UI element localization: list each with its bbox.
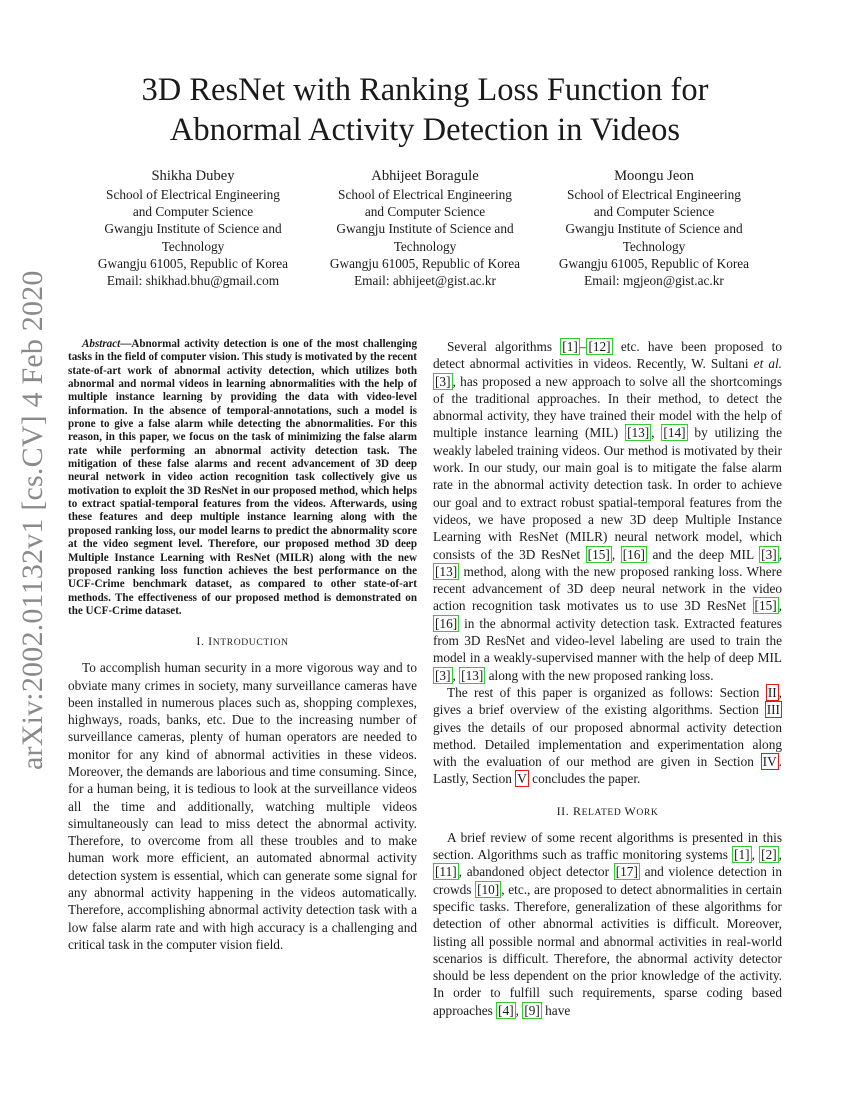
author-inst-line1: Gwangju Institute of Science and xyxy=(565,221,743,237)
citation-link[interactable]: [12] xyxy=(588,339,611,354)
citation-link[interactable]: [1] xyxy=(734,847,750,863)
author-inst-line2: Technology xyxy=(161,238,225,254)
citation-link[interactable]: [4] xyxy=(498,1002,514,1018)
section-heading-introduction: I. INTRODUCTION xyxy=(196,634,289,649)
author-email: Email: mgjeon@gist.ac.kr xyxy=(584,273,724,289)
author-email: Email: abhijeet@gist.ac.kr xyxy=(354,273,496,289)
author-dept-line2: and Computer Science xyxy=(132,204,254,220)
title-line-2: Abnormal Activity Detection in Videos xyxy=(169,112,681,148)
author-dept-line2: and Computer Science xyxy=(364,204,486,220)
section-link[interactable]: II xyxy=(767,684,777,700)
citation-link[interactable]: [16] xyxy=(435,615,458,631)
section-link[interactable]: V xyxy=(517,771,527,787)
related-work-paragraph: A brief review of some recent algorithms is presented in this section. Algorithms such as traffic monitoring systems [1] , [2] , [11] , abandoned object detector [17] and violence detection in crowds [10] , etc., are proposed to detect abnormalities in certain specific tasks. Therefore, generalization of these algorithms for detection of other abnormal activities is difficult. Moreover, listing all possible normal and abnormal activities in real-world scenarios is difficult. Therefore, the abnormal activity detector should be less dependent on the prior knowledge of the activity. In order to fulfill such requirements, sparse coding based approaches [4] , [9] have xyxy=(433,829,782,1018)
author-inst-line2: Technology xyxy=(393,238,457,254)
citation-link[interactable]: [14] xyxy=(663,425,686,441)
intro-paragraph-2: Several algorithms [1] – [12] etc. have been proposed to detect abnormal activities in videos. Recently, W. Sultani et al. [3] , has proposed a new approach to solve all the shortcomings of the traditional approaches. In their method, to detect the abnormal activity, they have trained their model with the help of multiple instance learning (MIL) [13] , [14] by utilizing the weakly labeled training videos. Our method is motivated by their work. In our study, our main goal is to mitigate the false alarm rate in the abnormal activity detection task. In order to achieve our goal and to extract robust spatial-temporal features from the videos, we have proposed a new 3D deep Multiple Instance Learning with ResNet (MILR) neural network model, which consists of the 3D ResNet [15] , [16] and the deep MIL [3] , [13] method, along with the new proposed ranking loss. Where recent advancement of 3D deep neural network in the video action recognition task motivates us to use 3D ResNet [15] , [16] in the abnormal activity detection task. Extracted features from 3D ResNet and video-level labeling are used to train the model in a weakly-supervised manner with the help of deep MIL [3] , [13] along with the new proposed ranking loss. xyxy=(433,339,783,683)
section-link[interactable]: III xyxy=(766,702,780,718)
citation-link[interactable]: [16] xyxy=(622,546,645,562)
author-inst-line1: Gwangju Institute of Science and xyxy=(104,221,282,237)
left-column xyxy=(68,338,417,953)
author-1 xyxy=(78,166,308,289)
citation-link[interactable]: [10] xyxy=(477,881,500,897)
citation-link[interactable]: [15] xyxy=(754,598,777,614)
citation-link[interactable]: [3] xyxy=(435,667,451,683)
author-address: Gwangju 61005, Republic of Korea xyxy=(329,255,521,271)
abstract-text: —Abnormal activity detection is one of the most challenging tasks in the field of computer vision. This study is motivated by the recent state-of-art work of abnormal activity detection, which utilizes both abnormal and normal videos in learning abnormalities with the help of multiple instance learning by providing the data with video-level information. In the absence of temporal-annotations, such a model is prone to give a false alarm while detecting the abnormalities. For this reason, in this paper, we focus on the task of minimizing the false alarm rate while performing an abnormal activity detection task. The mitigation of these false alarms and recent advancement of 3D deep neural network in video action recognition task collectively give us motivation to exploit the 3D ResNet in our proposed method, which helps to extract spatial-temporal features from the videos. Afterwards, using these features and deep multiple instance learning along with the proposed ranking loss, our model learns to predict the abnormality score at the video segment level. Therefore, our proposed method 3D deep Multiple Instance Learning with ResNet (MILR) along with the new proposed ranking loss function achieves the best performance on the UCF-Crime benchmark dataset, as compared to other state-of-art methods. The effectiveness of our proposed method is demonstrated on the UCF-Crime dataset. xyxy=(68,338,417,617)
introduction-paragraph: To accomplish human security in a more vigorous way and to obviate many crimes in society, many surveillance cameras have been installed in numerous places such as, shopping complexes, highways, roads, banks, etc. Due to the increasing number of surveillance cameras, plenty of human operators are needed to monitor for any kind of abnormal activities in these videos. Moreover, the demands are laborious and time consuming. Since, for a human being, it is tedious to look at the surveillance videos all the time and additionally, watching multiple videos simultaneously can lead to miss detect the abnormal activity. Therefore, to overcome from all these troubles and to make human work more efficient, an automated abnormal activity detection system is essential, which can generate some signal for any abnormal activity happening in the videos automatically. Therefore, accomplishing abnormal activity detection task with a low false alarm rate and with high accuracy is a challenging and critical task in the computer vision field. xyxy=(68,660,417,952)
author-name: Shikha Dubey xyxy=(151,168,235,184)
citation-link[interactable]: [2] xyxy=(761,847,777,863)
abstract-label: Abstract xyxy=(82,338,121,350)
author-name: Moongu Jeon xyxy=(614,168,694,184)
right-column xyxy=(433,338,782,1019)
citation-link[interactable]: [13] xyxy=(461,667,484,683)
title-line-1: 3D ResNet with Ranking Loss Function for xyxy=(141,72,709,108)
paper-title xyxy=(68,70,782,150)
citation-link[interactable]: [9] xyxy=(524,1002,540,1018)
section-heading-related-work: II. RELATED WORK xyxy=(556,803,659,818)
citation-link[interactable]: [13] xyxy=(627,425,650,441)
author-name: Abhijeet Boragule xyxy=(371,168,479,184)
author-3 xyxy=(539,166,769,289)
citation-link[interactable]: [3] xyxy=(435,373,451,389)
organization-paragraph: The rest of this paper is organized as follows: Section II , gives a brief overview of the existing algorithms. Section III gives the details of our proposed abnormal activity detection method. Detailed implementation and experimentation along with the evaluation of our method are given in Section IV . Lastly, Section V concludes the paper. xyxy=(433,684,782,787)
section-link[interactable]: IV xyxy=(762,754,777,770)
author-dept-line2: and Computer Science xyxy=(593,204,715,220)
citation-link[interactable]: [3] xyxy=(761,546,777,562)
citation-link[interactable]: [11] xyxy=(435,864,457,880)
author-2 xyxy=(310,166,540,289)
author-address: Gwangju 61005, Republic of Korea xyxy=(558,255,750,271)
citation-link[interactable]: [1] xyxy=(562,339,578,354)
author-block xyxy=(68,166,782,291)
author-inst-line2: Technology xyxy=(622,238,686,254)
citation-link[interactable]: [13] xyxy=(435,563,458,579)
citation-link[interactable]: [15] xyxy=(587,546,610,562)
abstract xyxy=(68,338,417,618)
author-dept-line1: School of Electrical Engineering xyxy=(567,187,741,202)
arxiv-identifier: arXiv:2002.01132v1 [cs.CV] 4 Feb 2020 xyxy=(16,270,49,770)
author-dept-line1: School of Electrical Engineering xyxy=(106,187,280,202)
author-inst-line1: Gwangju Institute of Science and xyxy=(336,221,514,237)
author-address: Gwangju 61005, Republic of Korea xyxy=(97,255,289,271)
author-dept-line1: School of Electrical Engineering xyxy=(338,187,512,202)
author-email: Email: shikhad.bhu@gmail.com xyxy=(106,273,280,289)
citation-link[interactable]: [17] xyxy=(615,864,638,880)
